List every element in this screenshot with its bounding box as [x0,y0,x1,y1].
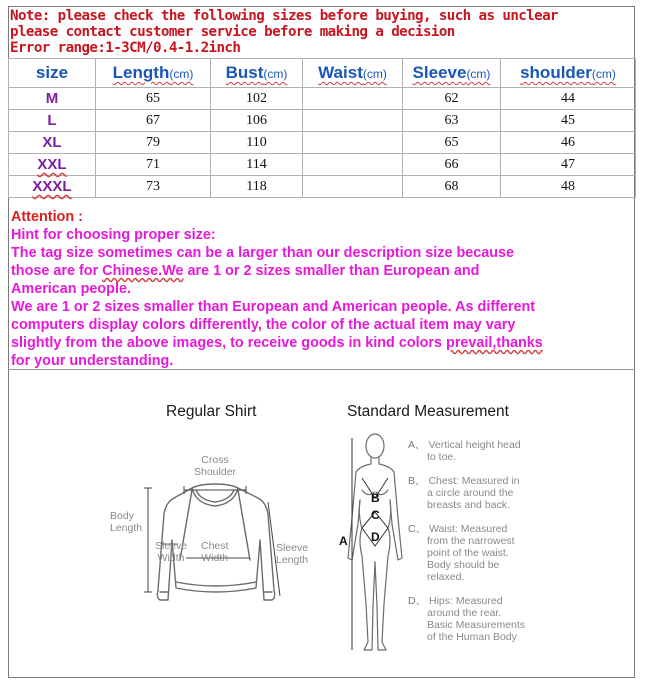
note-line-1: Note: please check the following sizes before buying, such as unclear [10,8,558,24]
measurement-diagram-title: Standard Measurement [347,403,509,420]
sleeve-cell: 65 [403,132,501,154]
shoulder-cell: 44 [501,88,636,110]
attention-title: Attention : [11,209,83,225]
attention-p1-line3: American people. [11,281,131,297]
header-size: size [9,59,96,88]
marker-b: B [371,491,380,505]
size-cell: XL [9,132,96,154]
table-row [9,88,636,110]
note-line-3: Error range:1-3CM/0.4-1.2inch [10,40,241,56]
measure-item-c: C、 Waist: Measured from the narrowest point of the waist. Body should be relaxed. [408,523,515,583]
measure-item-b: B、 Chest: Measured in a circle around the breasts and back. [408,475,520,511]
length-cell: 65 [96,88,211,110]
attention-block [11,208,633,370]
bust-cell: 118 [211,176,303,198]
bust-cell: 102 [211,88,303,110]
waist-cell [303,88,403,110]
length-cell: 67 [96,110,211,132]
attention-p2-line3: slightly from the above images, to receive goods in kind colors prevail,thanks [11,335,543,351]
bust-cell: 110 [211,132,303,154]
waist-cell [303,176,403,198]
attention-p2-line1: We are 1 or 2 sizes smaller than European and American people. As different [11,299,536,315]
table-header-row [9,59,636,88]
header-waist: Waist(cm) [303,59,403,88]
size-note [10,8,634,56]
size-cell: XXXL [9,176,96,198]
table-row [9,132,636,154]
bust-cell: 114 [211,154,303,176]
attention-hint: Hint for choosing proper size: [11,227,216,243]
table-row [9,110,636,132]
waist-cell [303,110,403,132]
shoulder-cell: 47 [501,154,636,176]
marker-a: A [339,534,348,548]
label-cross-shoulder: Cross Shoulder [194,454,237,478]
attention-p2-line4: for your understanding. [11,353,174,369]
note-line-2: please contact customer service before making a decision [10,24,455,40]
size-chart-table [8,58,636,198]
marker-c: C [371,508,380,522]
length-cell: 73 [96,176,211,198]
size-cell: M [9,88,96,110]
attention-p2-line2: computers display colors differently, the color of the actual item may vary [11,317,516,333]
bust-cell: 106 [211,110,303,132]
shirt-diagram-title: Regular Shirt [166,403,257,420]
measure-item-d: D、 Hips: Measured around the rear. Basic Measurements of the Human Body [408,595,526,643]
shoulder-cell: 45 [501,110,636,132]
shoulder-cell: 48 [501,176,636,198]
label-chest-width: Chest Width [201,540,229,564]
shoulder-cell: 46 [501,132,636,154]
label-sleeve-length: Sleeve Length [276,542,309,566]
table-row [9,154,636,176]
sleeve-cell: 66 [403,154,501,176]
size-cell: XXL [9,154,96,176]
section-divider [8,369,635,370]
marker-d: D [371,530,380,544]
sleeve-cell: 68 [403,176,501,198]
size-cell: L [9,110,96,132]
waist-cell [303,154,403,176]
table-row [9,176,636,198]
body-figure-illustration [340,428,410,668]
label-body-length: Body Length [110,510,143,534]
header-sleeve: Sleeve(cm) [403,59,501,88]
header-length: Length(cm) [96,59,211,88]
measure-item-a: A、 Vertical height head to toe. [408,439,521,463]
waist-cell [303,132,403,154]
attention-p1-line1: The tag size sometimes can be a larger than our description size because [11,245,515,261]
sleeve-cell: 63 [403,110,501,132]
label-sleeve-width: Sleeve Width [155,540,188,564]
header-shoulder: shoulder(cm) [501,59,636,88]
length-cell: 79 [96,132,211,154]
header-bust: Bust(cm) [211,59,303,88]
length-cell: 71 [96,154,211,176]
attention-p1-line2: those are for Chinese.We are 1 or 2 sizes smaller than European and [11,263,480,279]
sleeve-cell: 62 [403,88,501,110]
